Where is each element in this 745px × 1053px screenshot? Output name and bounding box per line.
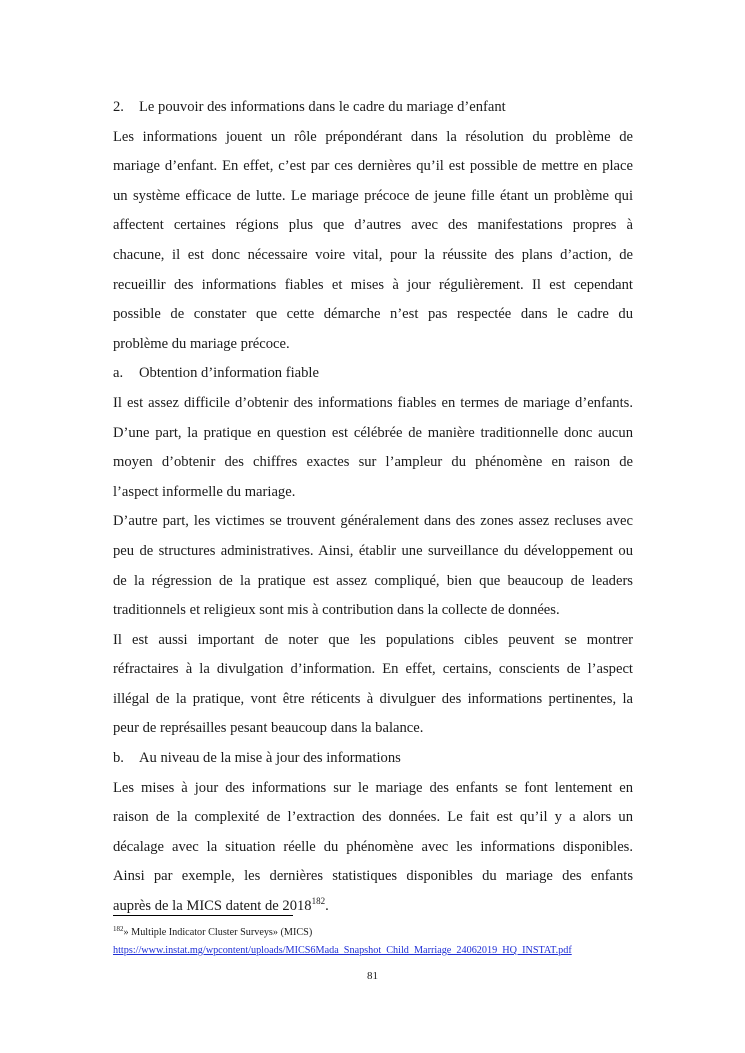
text-run: auprès de la MICS datent de 2018 [113,898,312,915]
text-line: Les mises à jour des informations sur le mariage des enfants se font lentement en [113,779,633,796]
paragraph-3 [113,507,633,625]
text-line: un système efficace de lutte. Le mariage précoce de jeune fille étant un problème qui [113,187,633,204]
text-line: moyen d’obtenir des chiffres exactes sur l’ampleur du phénomène en raison de [113,454,633,471]
footnote-text: » Multiple Indicator Cluster Surveys» (MICS) [123,927,313,938]
section-heading-2 [113,93,633,123]
text-line: Ainsi par exemple, les dernières statistiques disponibles du mariage des enfants [113,868,633,885]
text-line: recueillir des informations fiables et mises à jour régulièrement. Il est cependant [113,276,633,293]
footnote-marker: 182 [113,925,124,933]
section-heading-a [113,359,633,389]
text-line: illégal de la pratique, vont être réticents à divulguer des informations pertinentes, la [113,690,633,707]
text-line: affectent certaines régions plus que d’autres avec des manifestations propres à [113,217,633,234]
text-line: D’une part, la pratique en question est célébrée de manière traditionnelle donc aucun [113,424,633,441]
footnote-link[interactable]: https://www.instat.mg/wpcontent/uploads/MICS6Mada_Snapshot_Child_Marriage_24062019_HQ_INSTAT.pdf [113,945,572,956]
text-line: traditionnels et religieux sont mis à contribution dans la collecte de données. [113,602,560,619]
text-line: mariage d’enfant. En effet, c’est par ces dernières qu’il est possible de mettre en place [113,158,633,175]
footnote [113,924,643,960]
footnote-reference[interactable]: 182 [311,896,326,907]
text-line: Les informations jouent un rôle prépondérant dans la résolution du problème de [113,128,633,145]
text-line: D’autre part, les victimes se trouvent généralement dans des zones assez recluses avec [113,513,633,530]
paragraph-2 [113,389,633,507]
section-number: 2. [113,99,124,115]
text-line: Il est assez difficile d’obtenir des informations fiables en termes de mariage d’enfants. [113,394,633,411]
text-line: raison de la complexité de l’extraction des données. Le fait est qu’il y a alors un [113,809,633,826]
section-number: a. [113,365,124,382]
text-line: peur de représailles pesant beaucoup dans la balance. [113,720,424,737]
section-title: Obtention d’information fiable [139,365,319,382]
section-number: b. [113,750,124,767]
text-line: peu de structures administratives. Ainsi, établir une surveillance du développement ou [113,542,633,559]
section-title: Au niveau de la mise à jour des informations [139,750,401,767]
text-run: . [325,898,329,915]
text-line: Il est aussi important de noter que les populations cibles peuvent se montrer [113,631,633,648]
text-line: problème du mariage précoce. [113,335,290,352]
paragraph-1 [113,123,633,360]
paragraph-4 [113,626,633,744]
text-line: possible de constater que cette démarche n’est pas respectée dans le cadre du [113,306,633,323]
footnote-text-line [113,924,643,942]
footnote-link-line [113,942,643,960]
footnote-separator [113,915,293,916]
text-line: chacune, il est donc nécessaire voire vital, pour la réussite des plans d’action, de [113,246,633,263]
page-number: 81 [367,970,378,982]
text-line: l’aspect informelle du mariage. [113,483,296,500]
section-title: Le pouvoir des informations dans le cadre du mariage d’enfant [139,99,506,115]
text-line: de la régression de la pratique est assez compliqué, bien que beaucoup de leaders [113,572,633,589]
text-line: décalage avec la situation réelle du phénomène avec les informations disponibles. [113,838,633,855]
document-body [113,93,633,922]
section-heading-b [113,744,633,774]
text-line: réfractaires à la divulgation d’information. En effet, certains, conscients de l’aspect [113,661,633,678]
text-line [113,892,633,922]
paragraph-5 [113,774,633,922]
